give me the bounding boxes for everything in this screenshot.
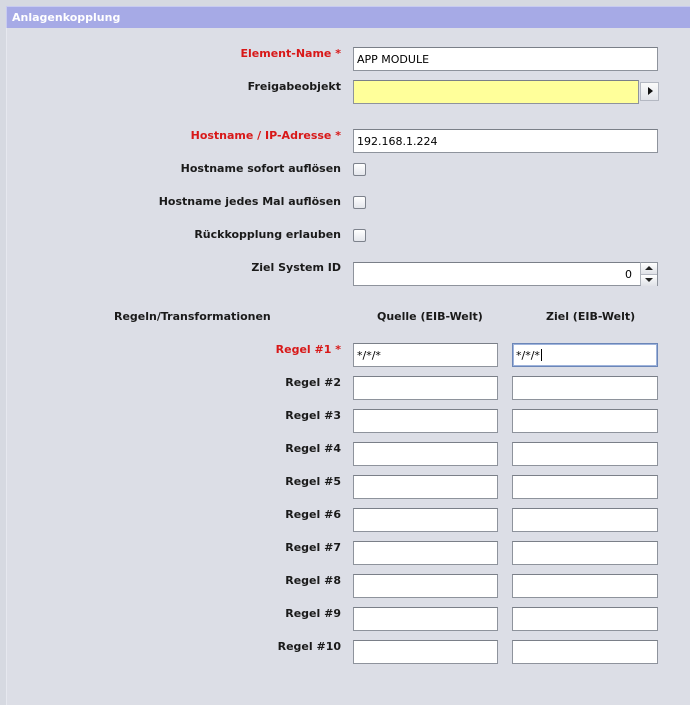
element-name-label: Element-Name * bbox=[240, 47, 341, 60]
feedback-label: Rückkopplung erlauben bbox=[194, 228, 341, 241]
rule-3-label: Regel #3 bbox=[285, 409, 341, 422]
resolve-now-checkbox[interactable] bbox=[353, 163, 366, 176]
chevron-down-icon[interactable] bbox=[641, 275, 657, 286]
resolve-each-checkbox[interactable] bbox=[353, 196, 366, 209]
freigabeobjekt-input[interactable] bbox=[353, 80, 639, 104]
rule-8-label: Regel #8 bbox=[285, 574, 341, 587]
rule-7-source-input[interactable] bbox=[353, 541, 498, 565]
rule-9-source-input[interactable] bbox=[353, 607, 498, 631]
rule-1-source-input[interactable]: */*/* bbox=[353, 343, 498, 367]
rule-1-label: Regel #1 * bbox=[275, 343, 341, 356]
resolve-each-label: Hostname jedes Mal auflösen bbox=[158, 195, 341, 208]
rule-4-source-input[interactable] bbox=[353, 442, 498, 466]
freigabe-select-button[interactable] bbox=[640, 82, 659, 101]
rule-9-target-input[interactable] bbox=[512, 607, 658, 631]
rule-7-target-input[interactable] bbox=[512, 541, 658, 565]
window-title-bar bbox=[6, 6, 690, 28]
rule-5-source-input[interactable] bbox=[353, 475, 498, 499]
rule-8-target-input[interactable] bbox=[512, 574, 658, 598]
rule-6-target-input[interactable] bbox=[512, 508, 658, 532]
rule-10-target-input[interactable] bbox=[512, 640, 658, 664]
chevron-up-icon[interactable] bbox=[641, 263, 657, 275]
rule-6-source-input[interactable] bbox=[353, 508, 498, 532]
rule-10-label: Regel #10 bbox=[277, 640, 341, 653]
rule-9-label: Regel #9 bbox=[285, 607, 341, 620]
rule-5-target-input[interactable] bbox=[512, 475, 658, 499]
rule-3-source-input[interactable] bbox=[353, 409, 498, 433]
rule-2-label: Regel #2 bbox=[285, 376, 341, 389]
target-system-id-label: Ziel System ID bbox=[251, 261, 341, 274]
rule-4-target-input[interactable] bbox=[512, 442, 658, 466]
freigabeobjekt-label: Freigabeobjekt bbox=[247, 80, 341, 93]
rule-3-target-input[interactable] bbox=[512, 409, 658, 433]
rules-section-label: Regeln/Transformationen bbox=[114, 310, 271, 323]
target-system-id-spinner[interactable] bbox=[640, 262, 658, 286]
rule-2-target-input[interactable] bbox=[512, 376, 658, 400]
feedback-checkbox[interactable] bbox=[353, 229, 366, 242]
rule-2-source-input[interactable] bbox=[353, 376, 498, 400]
resolve-now-label: Hostname sofort auflösen bbox=[180, 162, 341, 175]
window-title: Anlagenkopplung bbox=[12, 11, 121, 24]
target-system-id-input[interactable]: 0 bbox=[353, 262, 641, 286]
rule-8-source-input[interactable] bbox=[353, 574, 498, 598]
rule-5-label: Regel #5 bbox=[285, 475, 341, 488]
target-column-header: Ziel (EIB-Welt) bbox=[546, 310, 636, 323]
hostname-label: Hostname / IP-Adresse * bbox=[190, 129, 341, 142]
hostname-input[interactable]: 192.168.1.224 bbox=[353, 129, 658, 153]
rule-10-source-input[interactable] bbox=[353, 640, 498, 664]
element-name-input[interactable]: APP MODULE bbox=[353, 47, 658, 71]
rule-1-target-input[interactable]: */*/* bbox=[512, 343, 658, 367]
rule-7-label: Regel #7 bbox=[285, 541, 341, 554]
rule-6-label: Regel #6 bbox=[285, 508, 341, 521]
text-cursor bbox=[541, 349, 542, 361]
source-column-header: Quelle (EIB-Welt) bbox=[377, 310, 483, 323]
rule-4-label: Regel #4 bbox=[285, 442, 341, 455]
